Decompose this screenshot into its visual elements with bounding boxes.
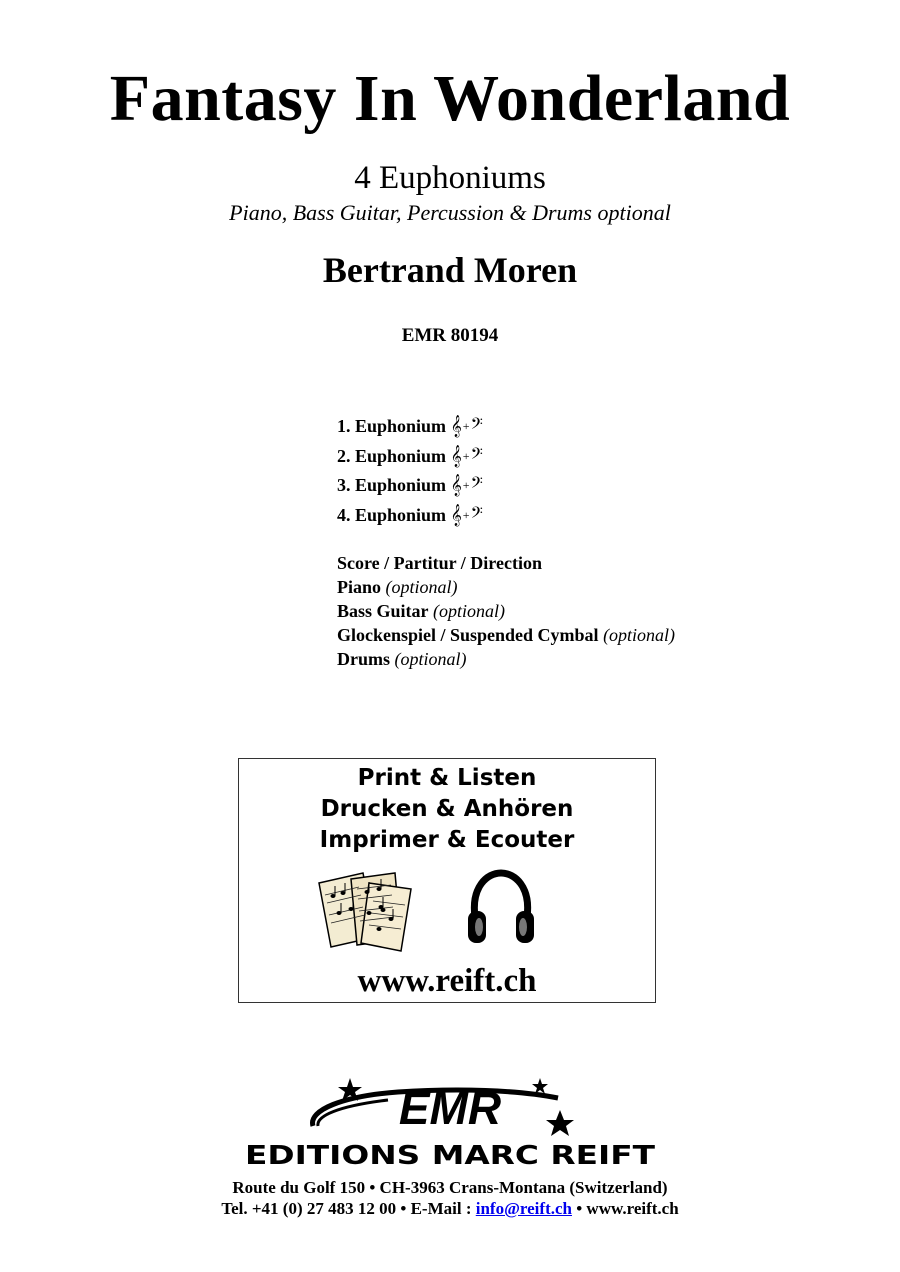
sheet-music-icon xyxy=(311,867,423,953)
email-link[interactable]: info@reift.ch xyxy=(475,1199,572,1218)
optional-note: (optional) xyxy=(433,601,506,621)
optional-note: (optional) xyxy=(394,649,467,669)
extra-item xyxy=(337,647,675,671)
bass-clef-icon: 𝄢 xyxy=(470,475,483,496)
promo-line-german: Drucken & Anhören xyxy=(320,796,574,822)
extra-name: Piano xyxy=(337,577,382,597)
optional-note: (optional) xyxy=(603,625,676,645)
footer-website[interactable]: • www.reift.ch xyxy=(576,1199,679,1218)
part-label: 1. Euphonium xyxy=(337,416,447,436)
star-icon xyxy=(532,1078,548,1094)
plus-sign: + xyxy=(462,448,470,463)
page-title: Fantasy In Wonderland xyxy=(109,62,791,135)
treble-clef-icon: 𝄞 xyxy=(450,445,462,467)
print-listen-box xyxy=(238,758,656,1003)
part-item xyxy=(337,412,483,442)
publisher-name: EDITIONS MARC REIFT xyxy=(245,1141,656,1171)
plus-sign: + xyxy=(462,507,470,522)
extra-name: Drums xyxy=(337,649,390,669)
part-item xyxy=(337,501,483,531)
plus-sign: + xyxy=(462,419,470,433)
footer-address: Route du Golf 150 • CH-3963 Crans-Montana (Switzerland) xyxy=(232,1178,668,1197)
optional-note: (optional) xyxy=(385,577,458,597)
star-icon xyxy=(546,1110,574,1136)
part-label: 4. Euphonium xyxy=(337,504,447,525)
extra-name: Score / Partitur / Direction xyxy=(337,553,542,573)
extra-item xyxy=(337,599,675,623)
extra-item xyxy=(337,551,675,575)
promo-line-english: Print & Listen xyxy=(357,765,537,791)
treble-clef-icon: 𝄞 xyxy=(450,504,462,526)
extras-list xyxy=(337,551,675,671)
part-item xyxy=(337,471,483,501)
treble-clef-icon: 𝄞 xyxy=(450,475,462,496)
part-label: 3. Euphonium xyxy=(337,475,447,495)
extra-name: Glockenspiel / Suspended Cymbal xyxy=(337,625,599,645)
bass-clef-icon: 𝄢 xyxy=(470,416,483,437)
instrumentation: 4 Euphoniums xyxy=(354,160,546,196)
extra-name: Bass Guitar xyxy=(337,601,429,621)
bass-clef-icon: 𝄢 xyxy=(470,504,483,526)
extra-item xyxy=(337,623,675,647)
extra-item xyxy=(337,575,675,599)
treble-clef-icon: 𝄞 xyxy=(450,416,462,437)
footer-phone: Tel. +41 (0) 27 483 12 00 • E-Mail : xyxy=(221,1199,472,1218)
optional-instruments: Piano, Bass Guitar, Percussion & Drums optional xyxy=(229,200,671,225)
footer-contact xyxy=(0,1198,900,1220)
promo-line-french: Imprimer & Ecouter xyxy=(319,827,575,853)
part-label: 2. Euphonium xyxy=(337,445,447,466)
catalog-number: EMR 80194 xyxy=(401,325,499,346)
plus-sign: + xyxy=(462,478,470,492)
composer-name: Bertrand Moren xyxy=(322,250,578,290)
emr-logo xyxy=(238,1072,662,1177)
emr-mark: EMR xyxy=(398,1082,502,1134)
part-item xyxy=(337,442,483,472)
promo-url[interactable]: www.reift.ch xyxy=(357,963,537,999)
bass-clef-icon: 𝄢 xyxy=(470,445,483,467)
headphones-icon xyxy=(465,869,537,949)
parts-list xyxy=(337,412,483,530)
